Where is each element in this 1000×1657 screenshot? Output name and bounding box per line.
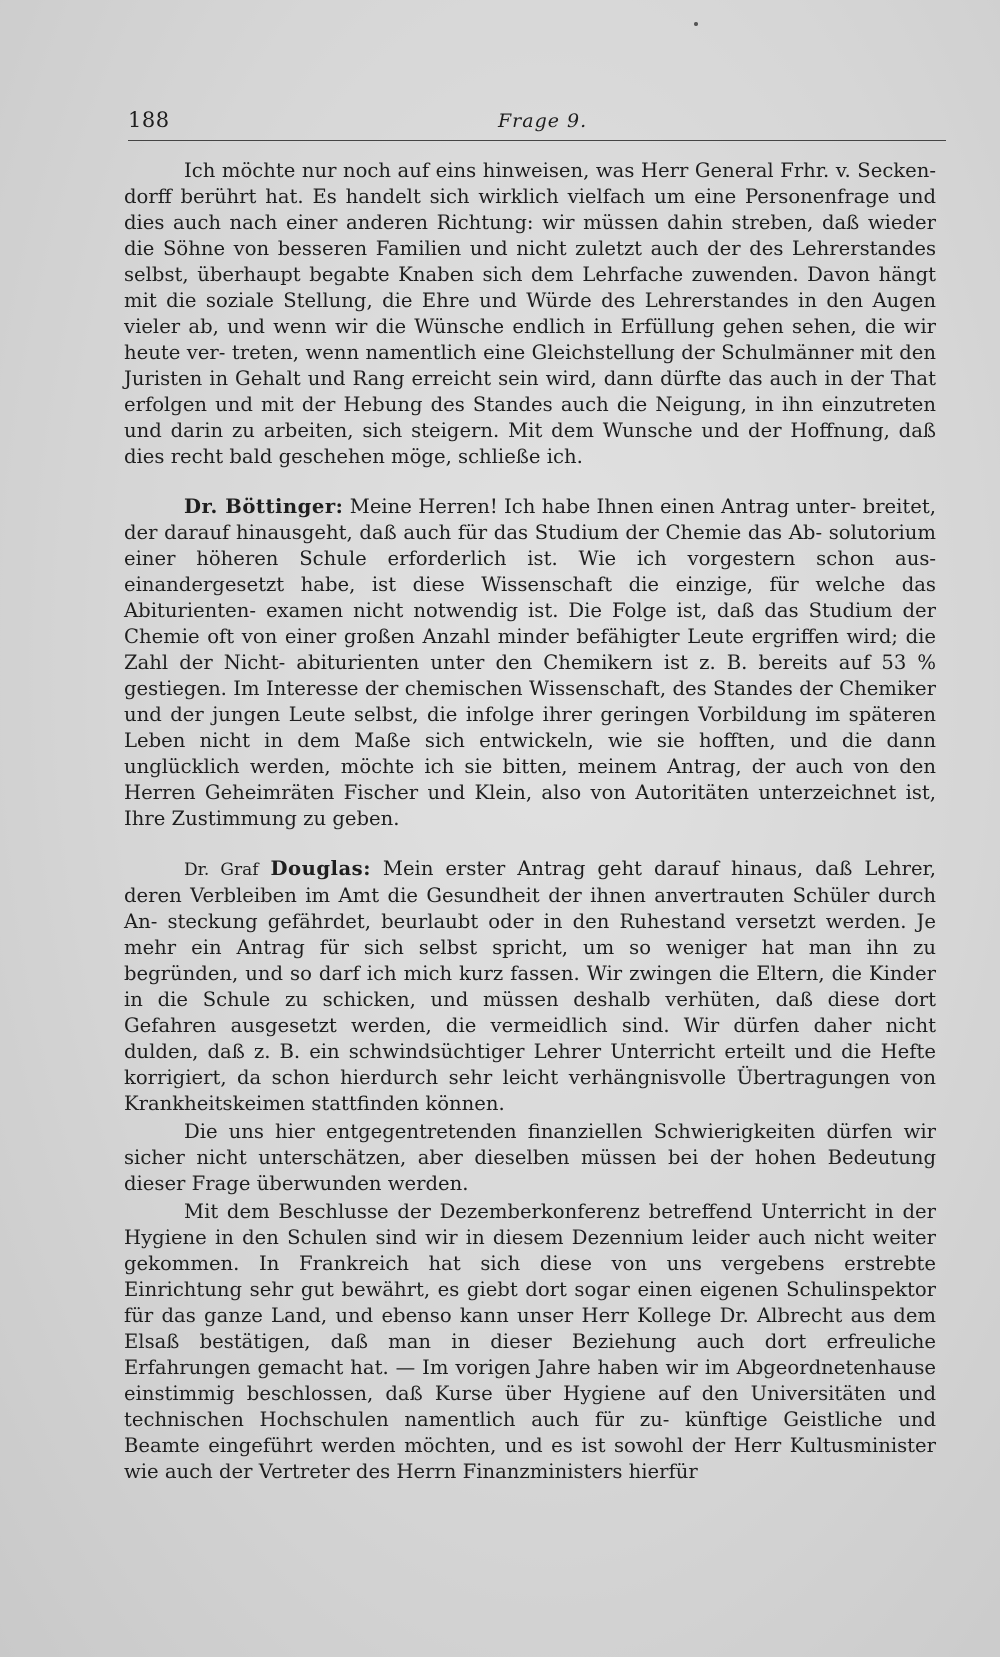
paragraph-text: Meine Herren! Ich habe Ihnen einen Antrag unter- breitet, der darauf hinausgeht, daß auch für das Studium der Chemie das Ab- solutorium einer höheren Schule erforderlich ist. Wie ich vorgestern schon aus- einandergesetzt habe, ist diese Wissenschaft die einzige, für welche das Abiturienten- examen nicht notwendig ist. Die Folge ist, daß das Studium der Chemie oft von einer großen Anzahl minder befähigter Leute ergriffen wird; die Zahl der Nicht- abiturienten unter den Chemikern ist z. B. bereits auf 53 % gestiegen. Im Interesse der chemischen Wissenschaft, des Standes der Chemiker und der jungen Leute selbst, die infolge ihrer geringen Vorbildung im späteren Leben nicht in dem Maße sich entwickeln, wie sie hofften, und die dann unglücklich werden, möchte ich sie bitten, meinem Antrag, der auch von den Herren Geheimräten Fischer und Klein, also von Autoritäten unterzeichnet ist, Ihre Zustimmung zu geben.	[124, 495, 936, 830]
speaker-prefix: Dr. Graf	[184, 860, 259, 880]
paragraph-boettinger	[124, 494, 936, 832]
paragraph-hygiene	[124, 1199, 936, 1485]
speaker-name: Dr. Böttinger:	[184, 495, 344, 518]
page-header	[128, 104, 946, 140]
paragraph-intro	[124, 158, 936, 470]
ink-speck	[694, 22, 698, 26]
paragraph-text: Ich möchte nur noch auf eins hinweisen, was Herr General Frhr. v. Secken- dorff berührt hat. Es handelt sich wirklich vielfach um eine Personenfrage und dies auch nach einer anderen Richtung: wir müssen dahin streben, daß wieder die Söhne von besseren Familien und nicht zuletzt auch der des Lehrerstandes selbst, überhaupt begabte Knaben sich dem Lehrfache zuwenden. Davon hängt mit die soziale Stellung, die Ehre und Würde des Lehrerstandes in den Augen vieler ab, und wenn wir die Wünsche endlich in Erfüllung gehen sehen, die wir heute ver- treten, wenn namentlich eine Gleichstellung der Schulmänner mit den Juristen in Gehalt und Rang erreicht sein wird, dann dürfte das auch in der That erfolgen und mit der Hebung des Standes auch die Neigung, in ihn einzutreten und darin zu arbeiten, sich steigern. Mit dem Wunsche und der Hoffnung, daß dies recht bald geschehen möge, schließe ich.	[124, 159, 936, 468]
paragraph-douglas	[124, 856, 936, 1117]
paragraph-finance	[124, 1119, 936, 1197]
paragraph-text: Mein erster Antrag geht darauf hinaus, daß Lehrer, deren Verbleiben im Amt die Gesundheit der ihnen anvertrauten Schüler durch An- steckung gefährdet, beurlaubt oder in den Ruhestand versetzt werden. Je mehr ein Antrag für sich selbst spricht, um so weniger hat man ihn zu begründen, und so darf ich mich kurz fassen. Wir zwingen die Eltern, die Kinder in die Schule zu schicken, und müssen deshalb verhüten, daß diese dort Gefahren ausgesetzt werden, die vermeidlich sind. Wir dürfen daher nicht dulden, daß z. B. ein schwindsüchtiger Lehrer Unterricht erteilt und die Hefte korrigiert, da schon hierdurch sehr leicht verhängnisvolle Übertragungen von Krankheitskeimen stattfinden können.	[124, 857, 936, 1115]
body-text	[124, 158, 936, 1485]
paragraph-text: Die uns hier entgegentretenden finanziellen Schwierigkeiten dürfen wir sicher nicht unterschätzen, aber dieselben müssen bei der hohen Bedeutung dieser Frage überwunden werden.	[124, 1120, 936, 1195]
page-number: 188	[128, 108, 170, 132]
paragraph-text: Mit dem Beschlusse der Dezemberkonferenz betreffend Unterricht in der Hygiene in den Schulen sind wir in diesem Dezennium leider auch nicht weiter gekommen. In Frankreich hat sich diese von uns vergebens erstrebte Einrichtung sehr gut bewährt, es giebt dort sogar einen eigenen Schulinspektor für das ganze Land, und ebenso kann unser Herr Kollege Dr. Albrecht aus dem Elsaß bestätigen, daß man in dieser Beziehung auch dort erfreuliche Erfahrungen gemacht hat. — Im vorigen Jahre haben wir im Abgeordnetenhause einstimmig beschlossen, daß Kurse über Hygiene auf den Universitäten und technischen Hochschulen namentlich auch für zu- künftige Geistliche und Beamte eingeführt werden möchten, und es ist sowohl der Herr Kultusminister wie auch der Vertreter des Herrn Finanzministers hierfür	[124, 1200, 936, 1483]
header-rule	[128, 140, 946, 141]
running-head: Frage 9.	[498, 110, 588, 132]
speaker-name: Douglas:	[270, 857, 371, 880]
